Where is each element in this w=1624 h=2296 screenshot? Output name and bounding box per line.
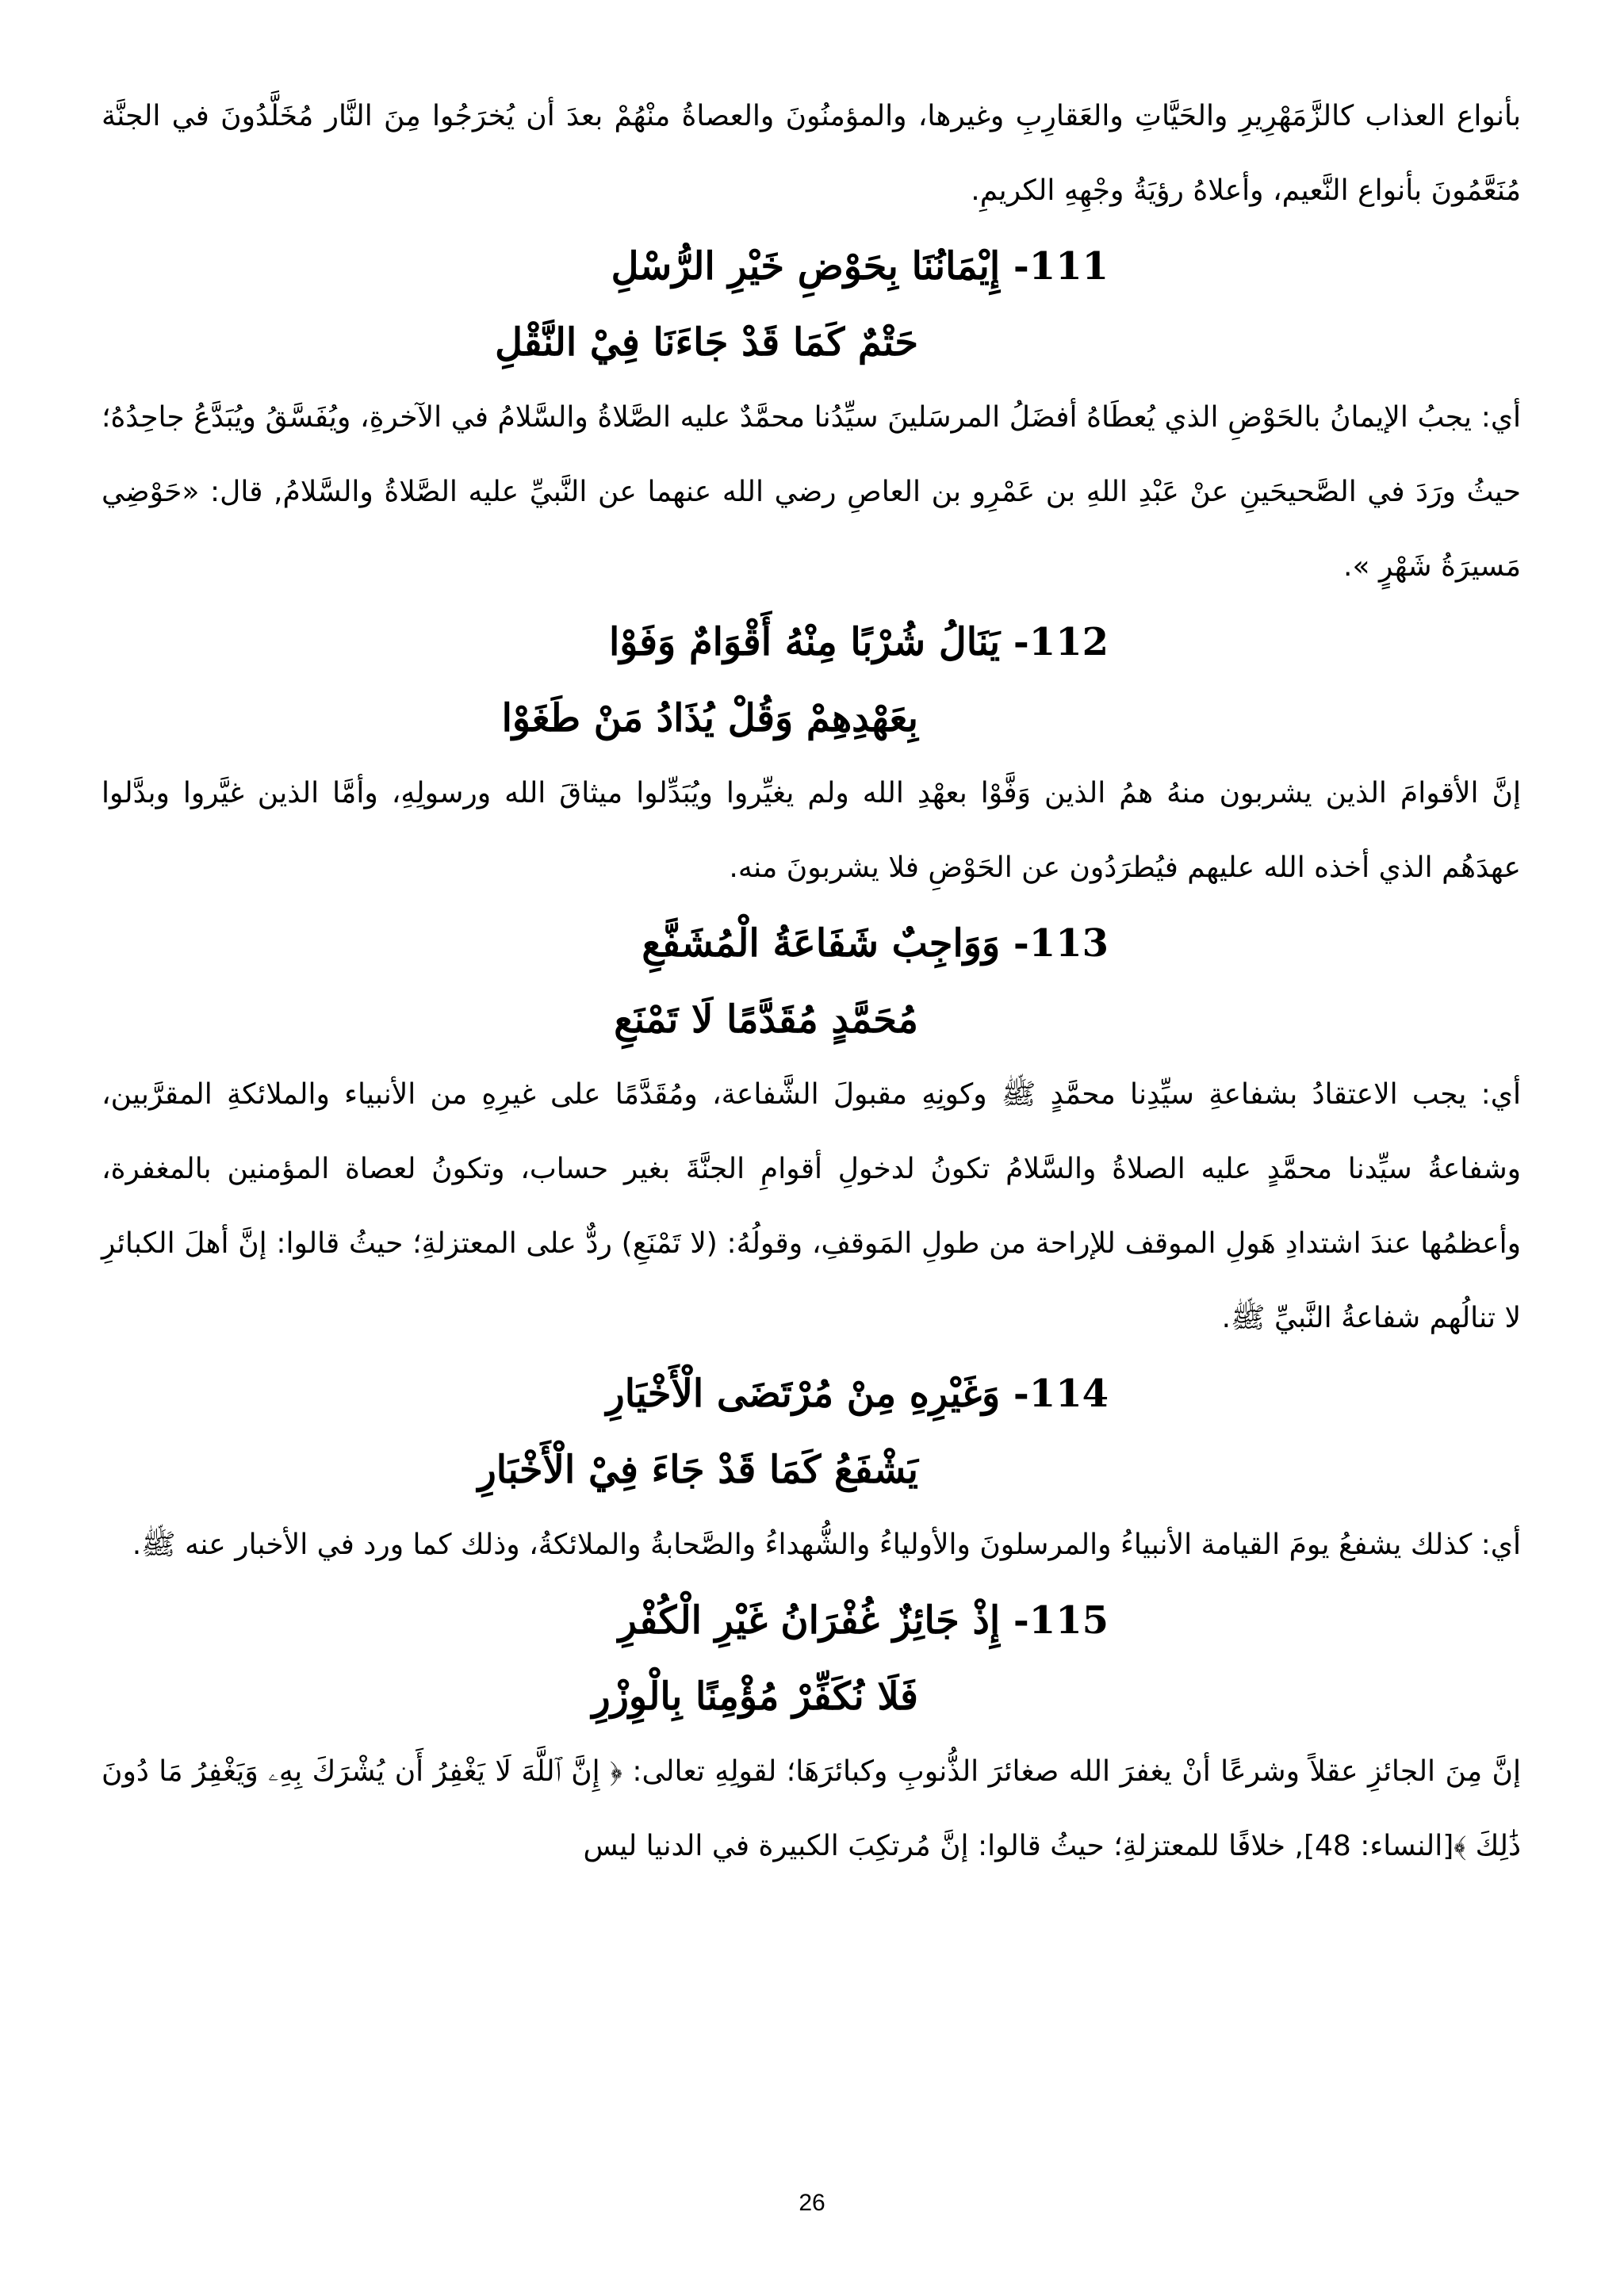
verse-heading-line1: 112- يَنَالُ شُرْبًا مِنْهُ أَقْوَامٌ وَفَوْا <box>608 620 1109 664</box>
verse-heading-line1: 113- وَوَاجِبٌ شَفَاعَةُ الْمُشَفَّعِ <box>642 921 1109 966</box>
section-body: إنَّ مِنَ الجائزِ عقلاً وشرعًا أنْ يغفرَ الله صغائرَ الذُّنوبِ وكبائرَهَا؛ لقولِهِ تعالى: ﴿ إِنَّ ٱللَّهَ لَا يَغْفِرُ أَن يُشْرَكَ بِهِۦ وَيَغْفِرُ مَا دُونَ ذَٰلِكَ ﴾[النساء: 48], خلافًا للمعتزلةِ؛ حيثُ قالوا: إنَّ مُرتكِبَ الكبيرة في الدنيا ليس <box>102 1755 1521 1862</box>
section-111 <box>102 228 1521 604</box>
section-113 <box>102 905 1521 1356</box>
section-body: أي: يجبُ الإيمانُ بالحَوْضِ الذي يُعطَاهُ أفضَلُ المرسَلينَ سيِّدُنا محمَّدٌ عليه الصَّلاةُ والسَّلامُ في الآخرةِ، ويُفَسَّقُ ويُبَدَّعُ جاحِدُهُ؛ حيثُ ورَدَ في الصَّحيحَينِ عنْ عَبْدِ اللهِ بن عَمْرِو بن العاصِ رضي الله عنهما عن النَّبيِّ عليه الصَّلاةُ والسَّلامُ, قال: «حَوْضِي مَسيرَةُ شَهْرٍ ». <box>102 401 1521 583</box>
page-content <box>102 79 1521 1884</box>
verse-heading-line1: 111- إِيْمَانُنَا بِحَوْضِ خَيْرِ الرُّسْلِ <box>611 244 1109 289</box>
section-112 <box>102 604 1521 905</box>
section-body: أي: كذلك يشفعُ يومَ القيامة الأنبياءُ والمرسلونَ والأولياءُ والشُّهداءُ والصَّحابةُ والملائكةُ، وذلك كما ورد في الأخبار عنه ﷺ. <box>132 1529 1521 1561</box>
verse-heading-line2: حَتْمٌ كَمَا قَدْ جَاءَنَا فِيْ النَّقْلِ <box>495 320 918 365</box>
verse-heading-line2: بِعَهْدِهِمْ وَقُلْ يُذَادُ مَنْ طَغَوْا <box>501 696 918 740</box>
section-114 <box>102 1356 1521 1582</box>
verse-heading-line2: يَشْفَعُ كَمَا قَدْ جَاءَ فِيْ الْأَخْبَارِ <box>477 1448 918 1492</box>
page-number: 26 <box>799 2190 825 2216</box>
section-115 <box>102 1582 1521 1884</box>
verse-heading-line1: 115- إِذْ جَائِزٌ غُفْرَانُ غَيْرِ الْكُفْرِ <box>618 1598 1109 1643</box>
verse-heading-line2: مُحَمَّدٍ مُقَدَّمًا لَا تَمْنَعِ <box>614 997 918 1042</box>
intro-paragraph: بأنواع العذاب كالزَّمَهْرِيرِ والحَيَّاتِ والعَقارِبِ وغيرها، والمؤمنُونَ والعصاةُ منْهُمْ بعدَ أن يُخرَجُوا مِنَ النَّار مُخَلَّدُونَ في الجنَّة مُنَعَّمُونَ بأنواع النَّعيم، وأعلاهُ رؤيَةُ وجْهِهِ الكريمِ. <box>102 100 1521 207</box>
verse-heading-line2: فَلَا نُكَفِّرْ مُؤْمِنًا بِالْوِزْرِ <box>592 1674 918 1719</box>
verse-heading-line1: 114- وَغَيْرِهِ مِنْ مُرْتَضَى الْأَخْيَارِ <box>606 1372 1109 1416</box>
section-body: أي: يجب الاعتقادُ بشفاعةِ سيِّدِنا محمَّدٍ ﷺ وكونِهِ مقبولَ الشَّفاعة، ومُقَدَّمًا على غيرِهِ من الأنبياء والملائكةِ المقرَّبين، وشفاعةُ سيِّدنا محمَّدٍ عليه الصلاةُ والسَّلامُ تكونُ لدخولِ أقوامِ الجنَّةَ بغير حساب، وتكونُ لعصاة المؤمنين بالمغفرة، وأعظمُها عندَ اشتدادِ هَولِ الموقف للإراحة من طولِ المَوقفِ، وقولُهُ: (لا تَمْنَعِ) ردٌّ على المعتزلةِ؛ حيثُ قالوا: إنَّ أهلَ الكبائرِ لا تنالُهم شفاعةُ النَّبيِّ ﷺ. <box>102 1078 1521 1334</box>
section-body: إنَّ الأقوامَ الذين يشربون منهُ همُ الذين وَفَّوْا بعهْدِ الله ولم يغيِّروا ويُبَدِّلوا ميثاقَ الله ورسولِهِ، وأمَّا الذين غيَّروا وبدَّلوا عهدَهُم الذي أخذه الله عليهم فيُطرَدُون عن الحَوْضِ فلا يشربونَ منه. <box>102 777 1521 884</box>
